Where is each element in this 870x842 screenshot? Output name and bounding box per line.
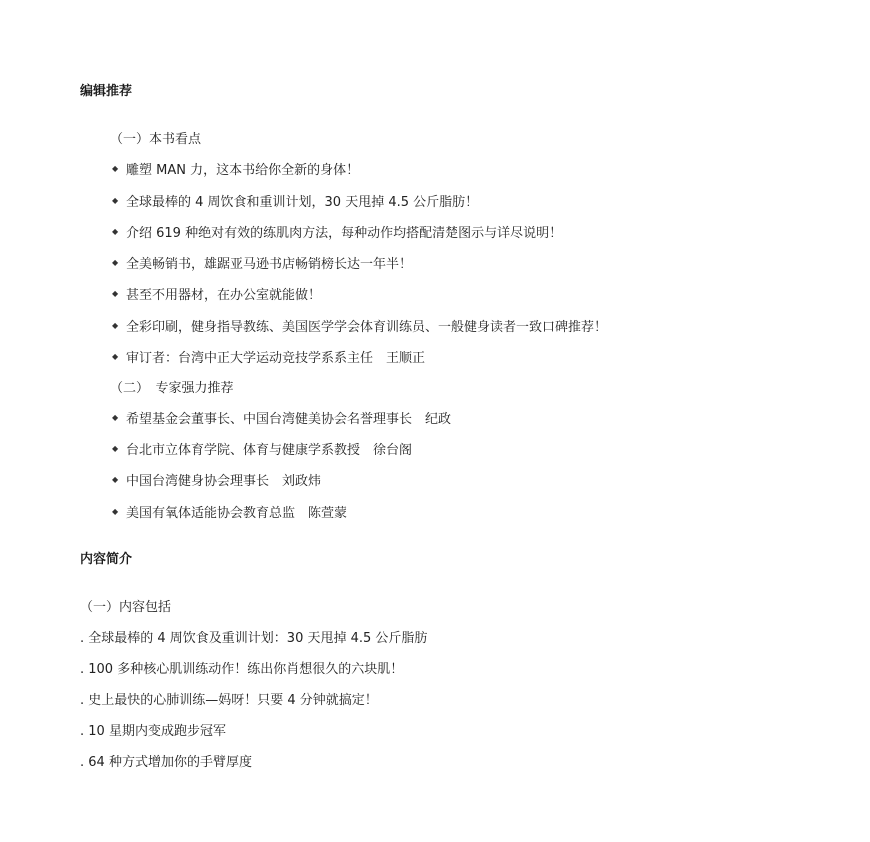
expert-item [112, 439, 412, 458]
experts-subheading: （二） 专家强力推荐 [110, 381, 234, 396]
highlight-item [112, 347, 425, 366]
expert-item [112, 502, 347, 521]
content-item: . 64 种方式增加你的手臂厚度 [80, 755, 252, 770]
expert-item [112, 408, 451, 427]
highlight-item [112, 284, 321, 303]
diamond-bullet-icon: ◆ [112, 321, 119, 330]
highlight-item-text: 雕塑 MAN 力，这本书给你全新的身体！ [126, 163, 360, 178]
highlight-item-text: 介绍 619 种绝对有效的练肌肉方法，每种动作均搭配清楚图示与详尽说明！ [126, 226, 563, 241]
highlight-item [112, 253, 412, 272]
highlight-item-text: 全彩印刷，健身指导教练、美国医学学会体育训练员、一般健身读者一致口碑推荐！ [126, 320, 608, 335]
diamond-bullet-icon: ◆ [112, 289, 119, 298]
diamond-bullet-icon: ◆ [112, 444, 119, 453]
expert-item [112, 470, 321, 489]
highlight-item-text: 全球最棒的 4 周饮食和重训计划，30 天甩掉 4.5 公斤脂肪！ [126, 195, 479, 210]
highlights-subheading: （一）本书看点 [110, 132, 202, 147]
highlight-item [112, 191, 478, 210]
diamond-bullet-icon: ◆ [112, 475, 119, 484]
highlight-item [112, 316, 607, 335]
highlight-item [112, 222, 562, 241]
content-item: . 10 星期内变成跑步冠军 [80, 724, 226, 739]
editor-recommendation-heading: 编辑推荐 [80, 84, 133, 99]
content-intro-subheading: （一）内容包括 [80, 600, 172, 615]
expert-item-text: 希望基金会董事长、中国台湾健美协会名誉理事长 纪政 [126, 412, 452, 427]
content-item: . 全球最棒的 4 周饮食及重训计划：30 天甩掉 4.5 公斤脂肪 [80, 631, 428, 646]
highlight-item-text: 全美畅销书，雄踞亚马逊书店畅销榜长达一年半！ [126, 257, 413, 272]
diamond-bullet-icon: ◆ [112, 196, 119, 205]
expert-item-text: 美国有氧体适能协会教育总监 陈萱蒙 [126, 506, 348, 521]
content-item: . 100 多种核心肌训练动作！练出你肖想很久的六块肌！ [80, 662, 404, 677]
diamond-bullet-icon: ◆ [112, 413, 119, 422]
highlight-item-text: 甚至不用器材，在办公室就能做！ [126, 288, 322, 303]
diamond-bullet-icon: ◆ [112, 258, 119, 267]
expert-item-text: 中国台湾健身协会理事长 刘政炜 [126, 474, 322, 489]
highlight-item [112, 159, 359, 178]
diamond-bullet-icon: ◆ [112, 164, 119, 173]
diamond-bullet-icon: ◆ [112, 507, 119, 516]
highlight-item-text: 审订者：台湾中正大学运动竞技学系系主任 王顺正 [126, 351, 426, 366]
content-intro-heading: 内容简介 [80, 552, 133, 567]
diamond-bullet-icon: ◆ [112, 352, 119, 361]
content-item: . 史上最快的心肺训练—妈呀！只要 4 分钟就搞定！ [80, 693, 378, 708]
diamond-bullet-icon: ◆ [112, 227, 119, 236]
expert-item-text: 台北市立体育学院、体育与健康学系教授 徐台阁 [126, 443, 413, 458]
